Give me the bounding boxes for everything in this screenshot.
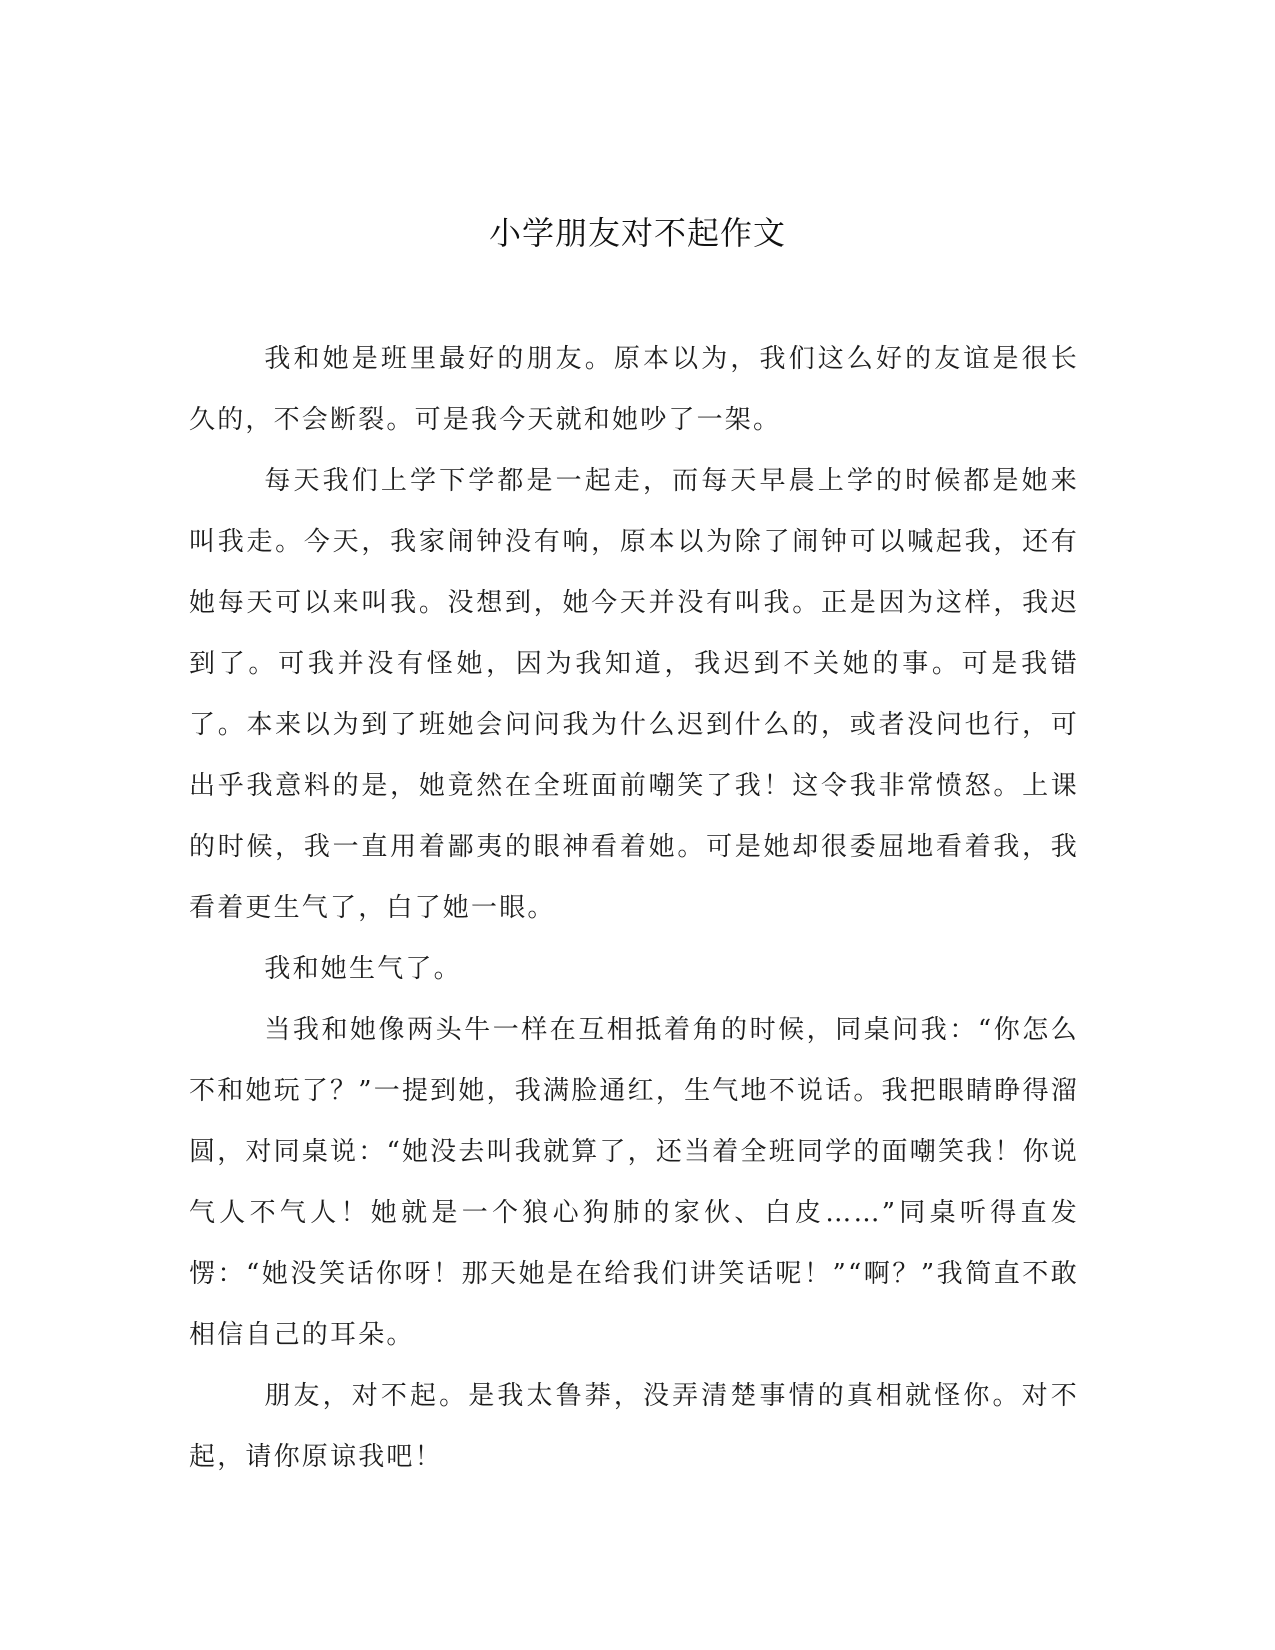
document-title: 小学朋友对不起作文 bbox=[488, 214, 786, 252]
paragraph-4: 当我和她像两头牛一样在互相抵着角的时候，同桌问我：“你怎么不和她玩了？”一提到她，我满脸通红，生气地不说话。我把眼睛睁得溜圆，对同桌说：“她没去叫我就算了，还当着全班同学的面嘲笑我！你说气人不气人！她就是一个狼心狗肺的家伙、白皮……”同桌听得直发愣：“她没笑话你呀！那天她是在给我们讲笑话呢！”“啊？”我简直不敢相信自己的耳朵。 bbox=[189, 1015, 1079, 1350]
paragraph-2: 每天我们上学下学都是一起走，而每天早晨上学的时候都是她来叫我走。今天，我家闹钟没有响，原本以为除了闹钟可以喊起我，还有她每天可以来叫我。没想到，她今天并没有叫我。正是因为这样，我迟到了。可我并没有怪她，因为我知道，我迟到不关她的事。可是我错了。本来以为到了班她会问问我为什么迟到什么的，或者没问也行，可出乎我意料的是，她竟然在全班面前嘲笑了我！这令我非常愤怒。上课的时候，我一直用着鄙夷的眼神看着她。可是她却很委屈地看着我，我看着更生气了，白了她一眼。 bbox=[189, 466, 1079, 923]
paragraph-3: 我和她生气了。 bbox=[264, 954, 462, 984]
document-body bbox=[189, 329, 1079, 1488]
paragraph-5: 朋友，对不起。是我太鲁莽，没弄清楚事情的真相就怪你。对不起，请你原谅我吧！ bbox=[189, 1381, 1079, 1472]
paragraph-1: 我和她是班里最好的朋友。原本以为，我们这么好的友谊是很长久的，不会断裂。可是我今天就和她吵了一架。 bbox=[189, 344, 1079, 435]
